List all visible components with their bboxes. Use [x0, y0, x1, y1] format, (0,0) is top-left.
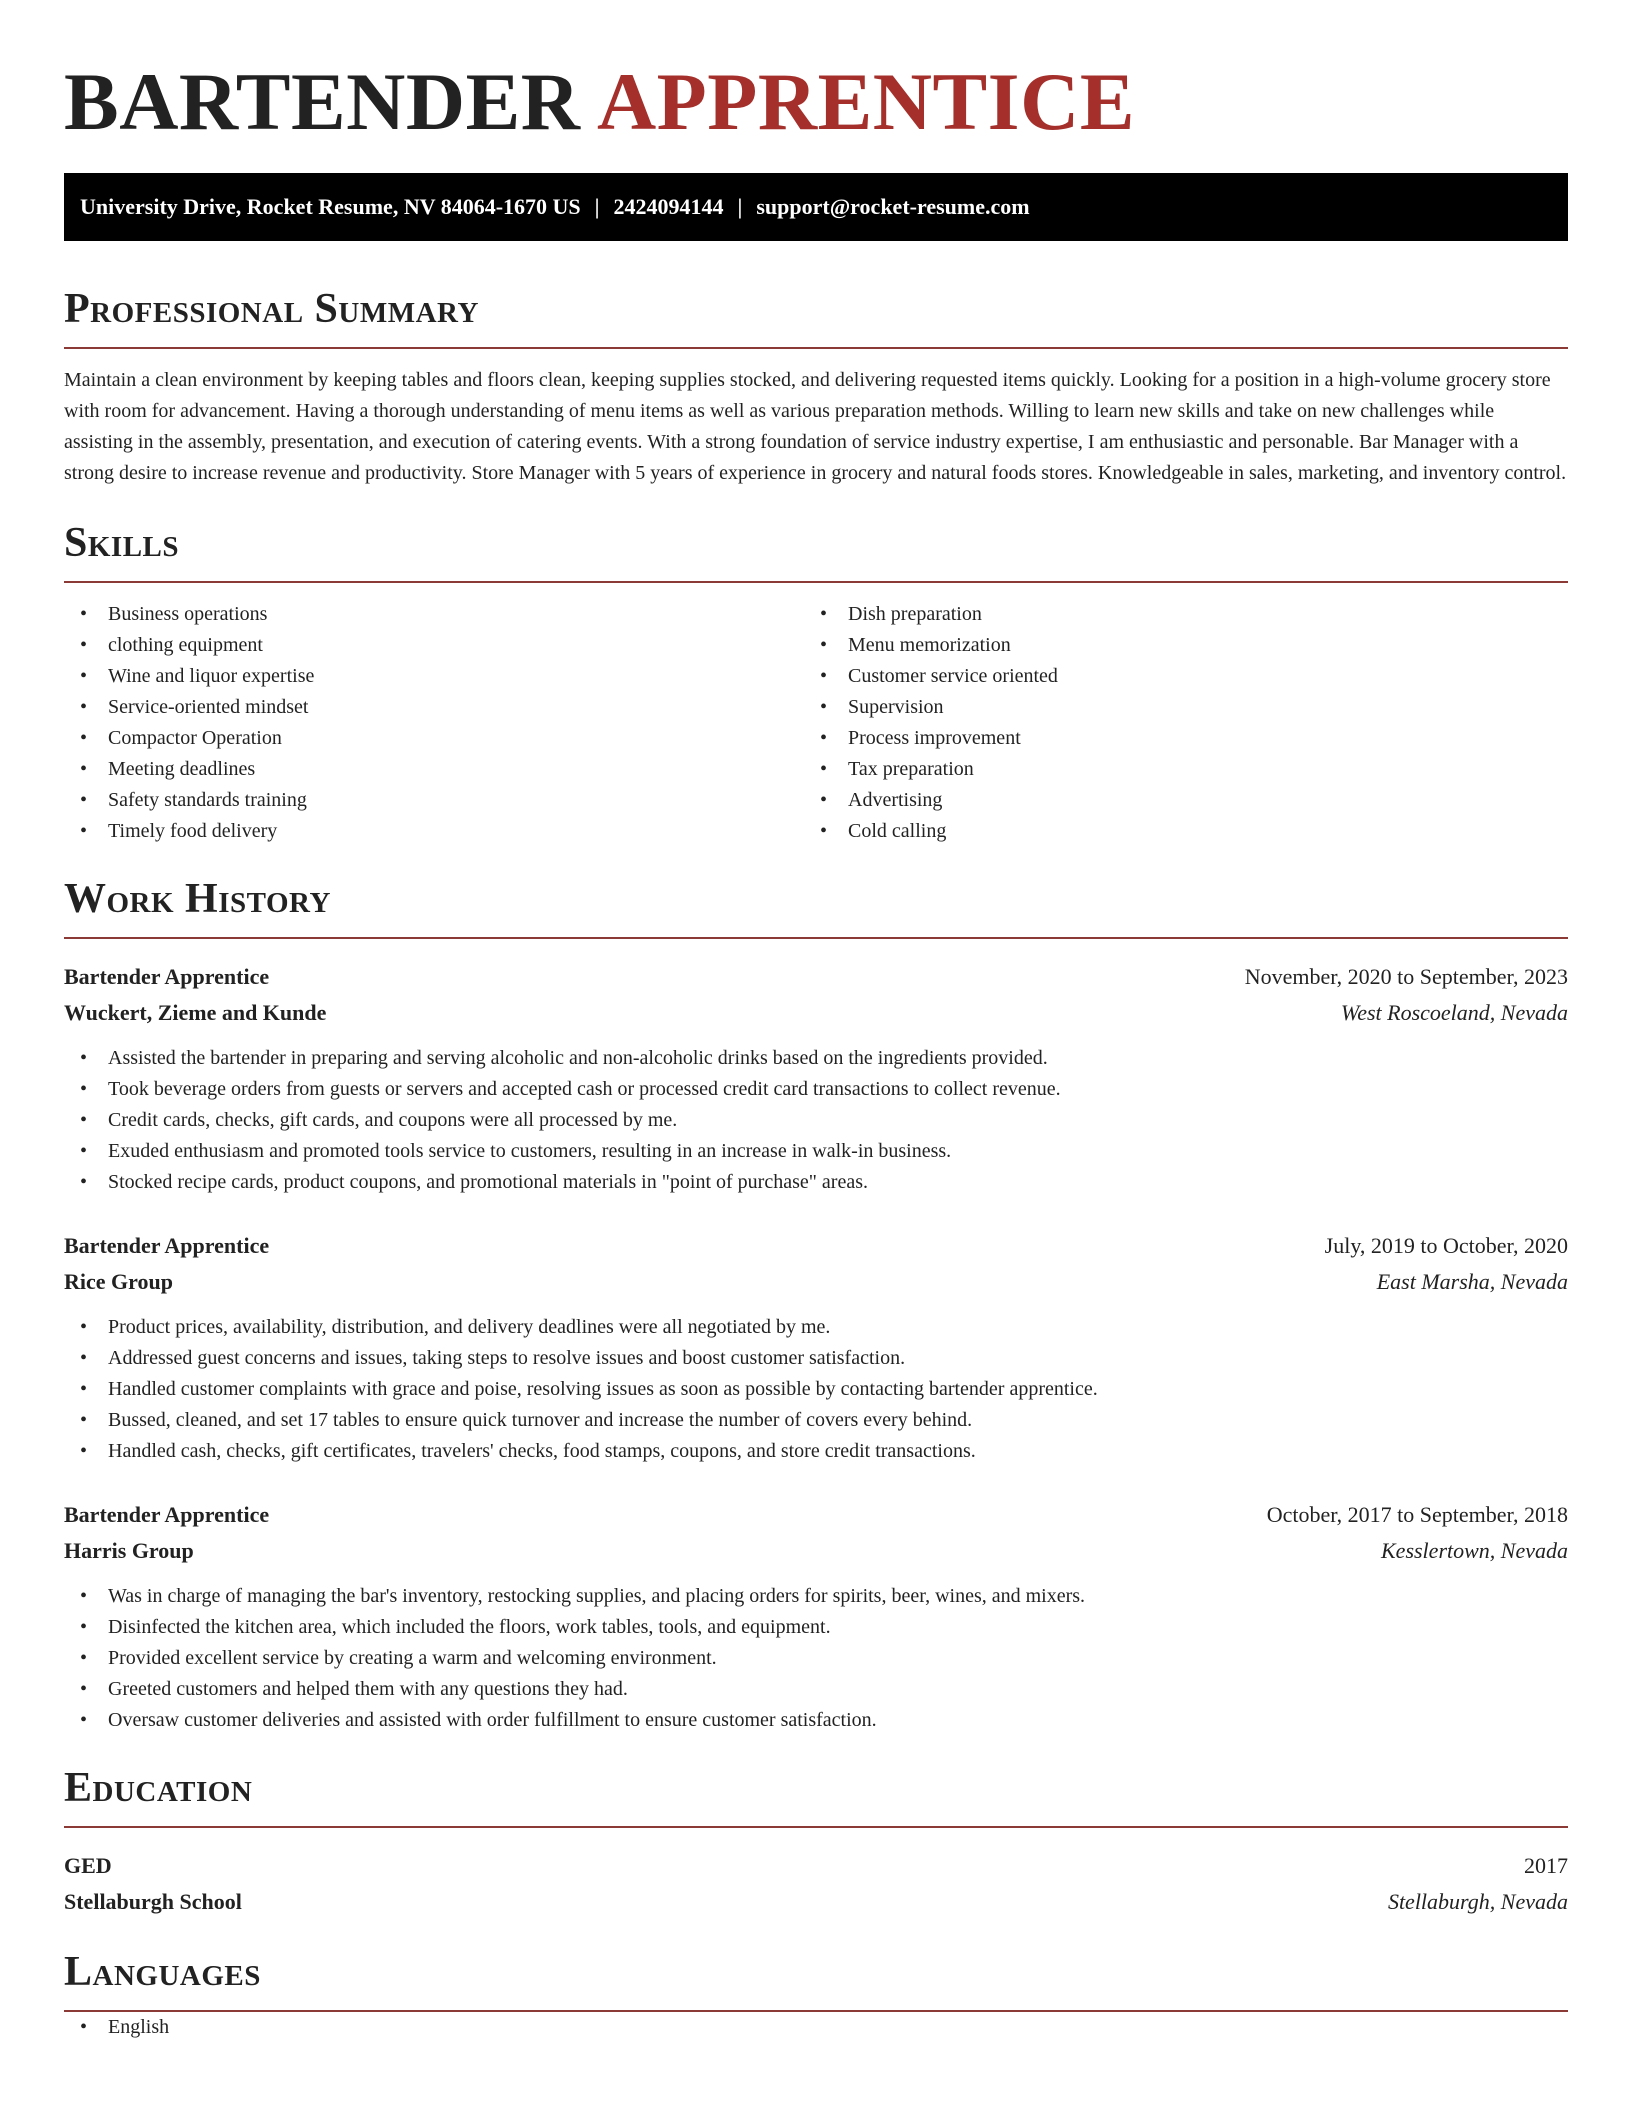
education-year: 2017: [1524, 1853, 1568, 1878]
job-dates: October, 2017 to September, 2018: [1266, 1502, 1568, 1527]
section-title-languages: Languages: [64, 1949, 261, 1995]
job-bullet: • Exuded enthusiasm and promoted tools service to customers, resulting in an increase in walk-in business.: [64, 1136, 1568, 1167]
job-bullet: • Credit cards, checks, gift cards, and coupons were all processed by me.: [64, 1105, 1568, 1136]
job-location: Kesslertown, Nevada: [1381, 1538, 1568, 1563]
skill-item: • clothing equipment: [64, 630, 804, 661]
skill-item: • Cold calling: [804, 816, 1544, 847]
skill-item: • Business operations: [64, 599, 804, 630]
skills-column-right: [804, 599, 1544, 847]
skill-item: • Dish preparation: [804, 599, 1544, 630]
job-bullet: • Provided excellent service by creating a warm and welcoming environment.: [64, 1643, 1568, 1674]
contact-separator: |: [737, 194, 743, 219]
job-entry: [64, 1497, 1568, 1736]
contact-separator: |: [594, 194, 600, 219]
skill-item: • Safety standards training: [64, 785, 804, 816]
skill-item: • Supervision: [804, 692, 1544, 723]
education-entry: [64, 1848, 1568, 1920]
section-divider: [64, 1826, 1568, 1828]
job-location: East Marsha, Nevada: [1376, 1269, 1568, 1294]
job-bullet: • Was in charge of managing the bar's inventory, restocking supplies, and placing orders for spirits, beer, wines, and mixers.: [64, 1581, 1568, 1612]
section-title-skills: Skills: [64, 520, 180, 566]
job-bullet: • Assisted the bartender in preparing and serving alcoholic and non-alcoholic drinks based on the ingredients provided.: [64, 1043, 1568, 1074]
skill-item: • Menu memorization: [804, 630, 1544, 661]
languages-section: [64, 1946, 1568, 2043]
education-school: Stellaburgh School: [64, 1889, 242, 1914]
skill-item: • Service-oriented mindset: [64, 692, 804, 723]
skill-item: • Process improvement: [804, 723, 1544, 754]
section-divider: [64, 581, 1568, 583]
skill-item: • Timely food delivery: [64, 816, 804, 847]
name-last: APPRENTICE: [596, 56, 1136, 147]
job-bullet: • Oversaw customer deliveries and assisted with order fulfillment to ensure customer satisfaction.: [64, 1705, 1568, 1736]
job-bullet: • Disinfected the kitchen area, which included the floors, work tables, tools, and equipment.: [64, 1612, 1568, 1643]
language-item: • English: [64, 2012, 1568, 2043]
contact-phone: 2424094144: [613, 194, 724, 219]
contact-bar: [64, 173, 1568, 241]
skills-section: [64, 517, 1568, 847]
summary-section: [64, 283, 1568, 489]
work-history-section: [64, 873, 1568, 1736]
skill-item: • Compactor Operation: [64, 723, 804, 754]
skill-item: • Meeting deadlines: [64, 754, 804, 785]
summary-text: Maintain a clean environment by keeping tables and floors clean, keeping supplies stocked, and delivering requested items quickly. Looking for a position in a high-volume grocery store with room for advancement. Having a thorough understanding of menu items as well as various preparation methods. Willing to learn new skills and take on new challenges while assisting in the assembly, presentation, and execution of catering events. With a strong foundation of service industry expertise, I am enthusiastic and personable. Bar Manager with a strong desire to increase revenue and productivity. Store Manager with 5 years of experience in grocery and natural foods stores. Knowledgeable in sales, marketing, and inventory control.: [64, 369, 1567, 484]
job-entry: [64, 959, 1568, 1198]
skill-item: • Customer service oriented: [804, 661, 1544, 692]
skill-item: • Wine and liquor expertise: [64, 661, 804, 692]
job-company: Wuckert, Zieme and Kunde: [64, 1000, 327, 1025]
job-bullet: • Stocked recipe cards, product coupons, and promotional materials in "point of purchase" areas.: [64, 1167, 1568, 1198]
job-company: Rice Group: [64, 1269, 173, 1294]
contact-address: University Drive, Rocket Resume, NV 84064-1670 US: [80, 194, 581, 219]
job-bullet: • Took beverage orders from guests or servers and accepted cash or processed credit card transactions to collect revenue.: [64, 1074, 1568, 1105]
contact-email: support@rocket-resume.com: [756, 194, 1030, 219]
resume-name: [64, 0, 1568, 146]
job-company: Harris Group: [64, 1538, 194, 1563]
section-divider: [64, 347, 1568, 349]
skills-column-left: [64, 599, 804, 847]
skill-item: • Advertising: [804, 785, 1544, 816]
section-divider: [64, 937, 1568, 939]
skills-grid: [64, 599, 1568, 847]
skill-item: • Tax preparation: [804, 754, 1544, 785]
education-section: [64, 1762, 1568, 1920]
job-dates: November, 2020 to September, 2023: [1244, 964, 1568, 989]
education-location: Stellaburgh, Nevada: [1387, 1889, 1568, 1914]
education-degree: GED: [64, 1853, 112, 1878]
job-role: Bartender Apprentice: [64, 1502, 270, 1527]
job-bullet: • Bussed, cleaned, and set 17 tables to ensure quick turnover and increase the number of covers every behind.: [64, 1405, 1568, 1436]
job-bullet: • Handled customer complaints with grace and poise, resolving issues as soon as possible by contacting bartender apprentice.: [64, 1374, 1568, 1405]
section-title-work-history: Work History: [64, 876, 331, 922]
section-title-summary: Professional Summary: [64, 286, 479, 332]
job-entry: [64, 1228, 1568, 1467]
name-first: BARTENDER: [64, 56, 581, 147]
job-bullet: • Addressed guest concerns and issues, taking steps to resolve issues and boost customer satisfaction.: [64, 1343, 1568, 1374]
job-bullet: • Product prices, availability, distribution, and delivery deadlines were all negotiated by me.: [64, 1312, 1568, 1343]
section-title-education: Education: [64, 1765, 253, 1811]
job-location: West Roscoeland, Nevada: [1340, 1000, 1568, 1025]
job-role: Bartender Apprentice: [64, 964, 270, 989]
job-role: Bartender Apprentice: [64, 1233, 270, 1258]
job-bullet: • Handled cash, checks, gift certificates, travelers' checks, food stamps, coupons, and store credit transactions.: [64, 1436, 1568, 1467]
job-bullet: • Greeted customers and helped them with any questions they had.: [64, 1674, 1568, 1705]
job-dates: July, 2019 to October, 2020: [1324, 1233, 1568, 1258]
